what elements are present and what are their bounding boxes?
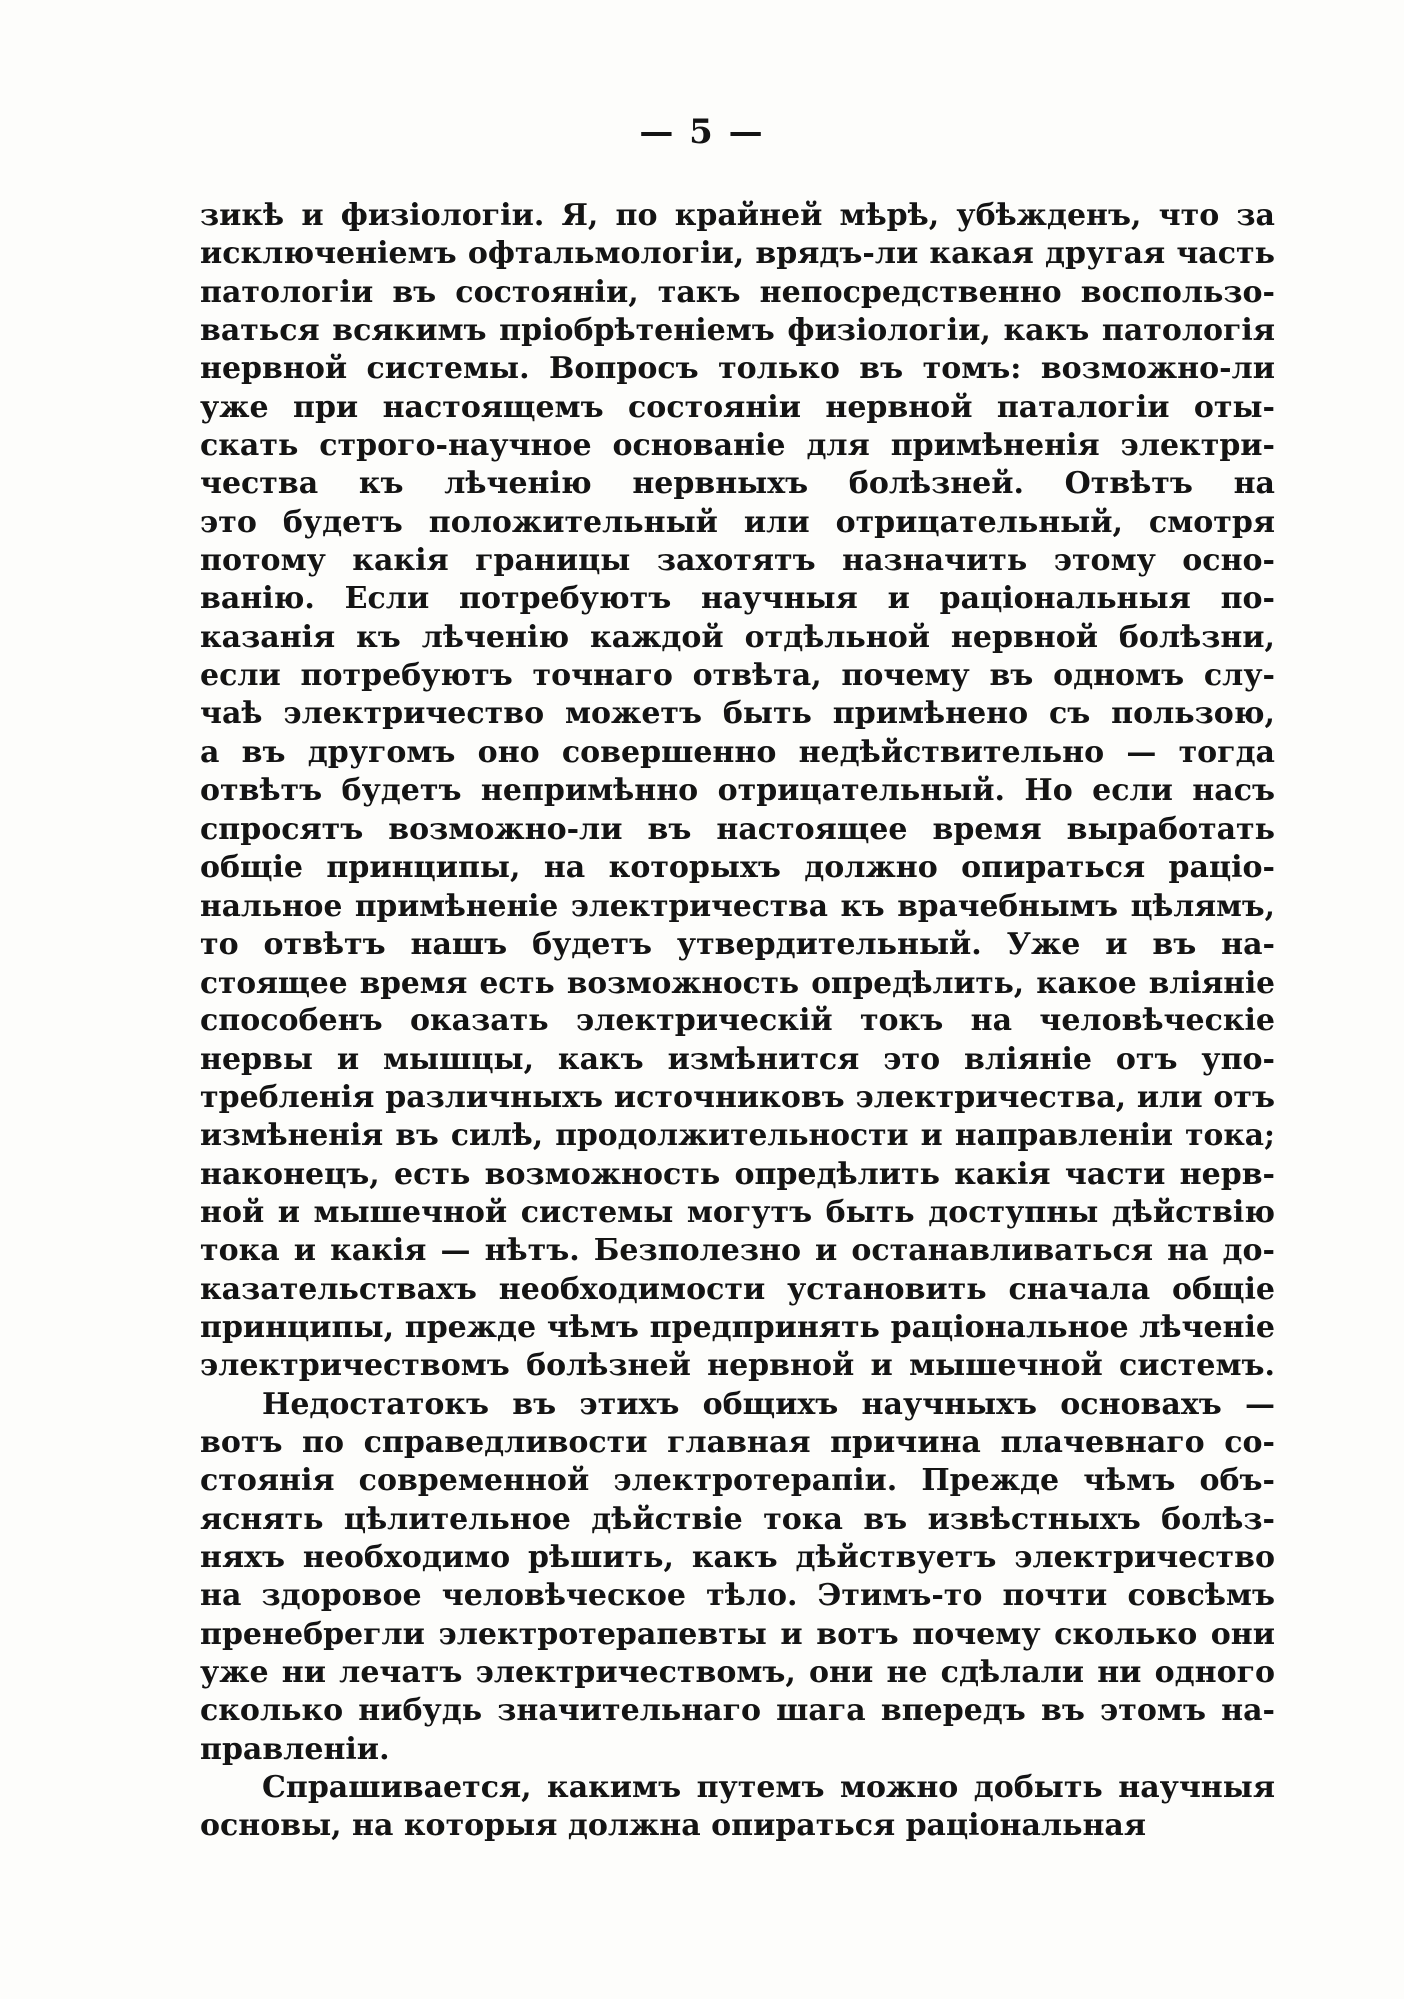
text-line: общiе принципы, на которыхъ должно опираться рацiо- xyxy=(200,849,1275,885)
text-line: вотъ по справедливости главная причина плачевнаго со- xyxy=(200,1425,1275,1460)
text-line: наконецъ, есть возможность опредѣлить какiя части нерв- xyxy=(200,1156,1275,1192)
text-line: ванiю. Если потребуютъ научныя и рацiональныя по- xyxy=(200,581,1275,617)
text-line: зикѣ и физiологiи. Я, по крайней мѣрѣ, убѣжденъ, что за xyxy=(200,198,1275,233)
text-line: исключенiемъ офтальмологiи, врядъ-ли какая другая часть xyxy=(200,236,1275,272)
text-line: пренебрегли электротерапевты и вотъ почему сколько они xyxy=(200,1616,1275,1652)
text-line: стоянiя современной электротерапiи. Прежде чѣмъ объ- xyxy=(200,1463,1275,1499)
text-line: измѣненiя въ силѣ, продолжительности и направленiи тока; xyxy=(200,1118,1275,1154)
page-number: — 5 — xyxy=(639,112,765,152)
text-line: Недостатокъ въ этихъ общихъ научныхъ основахъ — xyxy=(262,1386,1275,1422)
text-line: спросятъ возможно-ли въ настоящее время выработать xyxy=(200,811,1275,847)
text-line: потому какiя границы захотятъ назначить этому осно- xyxy=(200,543,1275,579)
text-line: ной и мышечной системы могутъ быть доступны дѣйствiю xyxy=(200,1194,1275,1230)
text-line: а въ другомъ оно совершенно недѣйствительно — тогда xyxy=(200,734,1275,770)
text-line: отвѣтъ будетъ непримѣнно отрицательный. Но если насъ xyxy=(200,773,1275,809)
text-line: нервной системы. Вопросъ только въ томъ: возможно-ли xyxy=(200,351,1275,387)
text-line: казательствахъ необходимости установить сначала общiе xyxy=(200,1271,1275,1307)
text-line: нервы и мышцы, какъ измѣнится это влiянiе отъ упо- xyxy=(200,1041,1275,1077)
text-line: если потребуютъ точнаго отвѣта, почему въ одномъ слу- xyxy=(200,658,1275,694)
text-line: на здоровое человѣческое тѣло. Этимъ-то почти совсѣмъ xyxy=(200,1578,1275,1614)
text-line: принципы, прежде чѣмъ предпринять рацiональное лѣченiе xyxy=(200,1309,1275,1345)
text-line: няхъ необходимо рѣшить, какъ дѣйствуетъ электричество xyxy=(200,1540,1275,1576)
paragraph xyxy=(200,1769,1275,1846)
text-line: яснять цѣлительное дѣйствiе тока въ извѣстныхъ болѣз- xyxy=(200,1501,1275,1537)
text-line: казанiя къ лѣченiю каждой отдѣльной нервной болѣзни, xyxy=(200,619,1275,655)
text-line: скать строго-научное основанiе для примѣненiя электри- xyxy=(200,428,1275,464)
text-line: ваться всякимъ прiобрѣтенiемъ физiологiи, какъ патологiя xyxy=(200,313,1275,349)
text-line: чества къ лѣченiю нервныхъ болѣзней. Отвѣтъ на xyxy=(200,466,1275,502)
paragraph xyxy=(200,1386,1275,1769)
text-line: уже при настоящемъ состоянiи нервной паталогiи оты- xyxy=(200,389,1275,425)
text-line: электричествомъ болѣзней нервной и мышечной системъ. xyxy=(200,1348,1275,1384)
text-line: требленiя различныхъ источниковъ электричества, или отъ xyxy=(200,1079,1275,1115)
body-text xyxy=(200,197,1275,1846)
text-line: способенъ оказать электрическiй токъ на человѣческiе xyxy=(200,1003,1275,1039)
text-line: основы, на которыя должна опираться рацiональная xyxy=(200,1808,1147,1844)
text-line: правленiи. xyxy=(200,1731,390,1767)
text-line: сколько нибудь значительнаго шага впередъ въ этомъ на- xyxy=(200,1693,1275,1729)
text-line: чаѣ электричество можетъ быть примѣнено съ пользою, xyxy=(200,696,1275,732)
text-line: тока и какiя — нѣтъ. Безполезно и останавливаться на до- xyxy=(200,1233,1275,1269)
paragraph xyxy=(200,197,1275,1386)
text-line: Спрашивается, какимъ путемъ можно добыть научныя xyxy=(262,1770,1275,1806)
text-line: это будетъ положительный или отрицательный, смотря xyxy=(200,504,1275,540)
text-line: стоящее время есть возможность опредѣлить, какое влiянiе xyxy=(200,964,1275,1000)
text-line: то отвѣтъ нашъ будетъ утвердительный. Уже и въ на- xyxy=(200,926,1275,962)
text-line: патологiи въ состоянiи, такъ непосредственно воспользо- xyxy=(200,274,1275,310)
text-line: уже ни лечатъ электричествомъ, они не сдѣлали ни одного xyxy=(200,1655,1275,1691)
text-line: нальное примѣненiе электричества къ врачебнымъ цѣлямъ, xyxy=(200,888,1275,924)
